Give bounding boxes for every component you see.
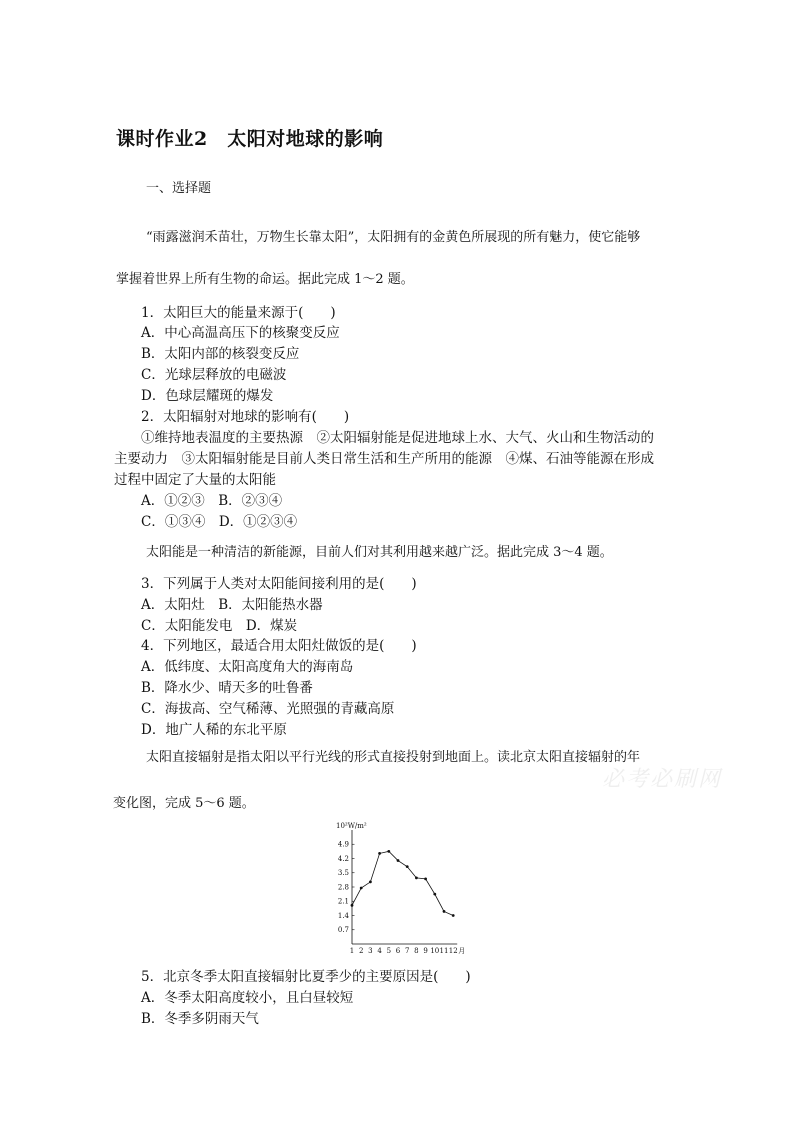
page-title: 课时作业2 太阳对地球的影响 <box>116 128 384 150</box>
question-5-option-a: A．冬季太阳高度较小，且白昼较短 <box>141 990 354 1006</box>
x-tick-label: 6 <box>395 947 401 955</box>
section-heading: 一、选择题 <box>146 181 212 196</box>
question-2-statement-line-3: 过程中固定了大量的太阳能 <box>114 472 276 488</box>
question-3-options-cd: C．太阳能发电 D．煤炭 <box>141 618 298 634</box>
series-line <box>352 851 453 915</box>
data-point <box>443 910 446 913</box>
question-2-statement-line-1: ①维持地表温度的主要热源 ②太阳辐射能是促进地球上水、大气、火山和生物活动的 <box>141 430 654 446</box>
question-3-stem: 3．下列属于人类对太阳能间接利用的是( ) <box>141 576 417 592</box>
data-point <box>406 865 409 868</box>
question-2-options-ab: A．①②③ B．②③④ <box>141 493 283 509</box>
y-tick-label: 4.9 <box>337 840 349 849</box>
x-tick-label: 8 <box>414 947 419 955</box>
data-point <box>360 887 363 890</box>
data-point <box>452 914 455 917</box>
question-4-option-b: B．降水少、晴天多的吐鲁番 <box>141 680 313 696</box>
watermark: 必考必刷网 <box>602 767 723 792</box>
question-2-stem: 2．太阳辐射对地球的影响有( ) <box>141 409 350 425</box>
x-tick-label: 11 <box>439 947 449 955</box>
y-tick-label: 2.1 <box>337 897 349 906</box>
chart-x-ticks <box>350 947 465 955</box>
solar-radiation-line-chart <box>332 816 492 964</box>
passage-1-line-2: 掌握着世界上所有生物的命运。据此完成 1～2 题。 <box>116 272 414 287</box>
question-1-option-b: B．太阳内部的核裂变反应 <box>141 346 300 362</box>
question-1-stem: 1．太阳巨大的能量来源于( ) <box>141 305 336 321</box>
data-point <box>351 904 354 907</box>
question-1-option-d: D．色球层耀斑的爆发 <box>141 388 274 404</box>
x-tick-label: 7 <box>404 947 410 955</box>
question-4-option-a: A．低纬度、太阳高度角大的海南岛 <box>141 659 354 675</box>
data-point <box>369 881 372 884</box>
data-point <box>387 850 390 853</box>
x-tick-label: 5 <box>386 947 392 955</box>
data-point <box>378 852 381 855</box>
data-point <box>397 859 400 862</box>
chart-axes <box>352 830 457 944</box>
question-2-statement-line-2: 主要动力 ③太阳辐射能是目前人类日常生活和生产所用的能源 ④煤、石油等能源在形成 <box>114 451 654 467</box>
question-4-stem: 4．下列地区，最适合用太阳灶做饭的是( ) <box>141 638 417 654</box>
data-point <box>433 893 436 896</box>
x-tick-label: 3 <box>368 947 373 955</box>
x-tick-label: 9 <box>423 947 428 955</box>
y-tick-label: 2.8 <box>337 883 349 892</box>
y-tick-label: 4.2 <box>337 854 349 863</box>
passage-3-line-1: 太阳直接辐射是指太阳以平行光线的形式直接投射到地面上。读北京太阳直接辐射的年 <box>146 750 641 765</box>
x-tick-label: 1 <box>349 947 355 955</box>
y-tick-label: 3.5 <box>337 869 349 878</box>
data-point <box>424 877 427 880</box>
question-4-option-d: D．地广人稀的东北平原 <box>141 722 287 738</box>
x-tick-label: 2 <box>358 947 364 955</box>
data-point <box>415 876 418 879</box>
x-tick-label: 4 <box>377 947 382 955</box>
question-4-option-c: C．海拔高、空气稀薄、光照强的青藏高原 <box>141 701 395 717</box>
question-2-options-cd: C．①③④ D．①②③④ <box>141 514 298 530</box>
question-5-option-b: B．冬季多阴雨天气 <box>141 1011 259 1027</box>
question-3-options-ab: A．太阳灶 B．太阳能热水器 <box>141 597 323 613</box>
y-tick-label: 0.7 <box>337 926 349 935</box>
passage-1-line-1: “雨露滋润禾苗壮，万物生长靠太阳”，太阳拥有的金黄色所展现的所有魅力，使它能够 <box>146 230 641 245</box>
passage-3-line-2: 变化图，完成 5～6 题。 <box>113 796 255 811</box>
chart-series <box>351 850 455 917</box>
question-5-stem: 5．北京冬季太阳直接辐射比夏季少的主要原因是( ) <box>141 969 471 985</box>
chart-y-axis-label: 10²W/m² <box>336 822 367 830</box>
question-1-option-a: A．中心高温高压下的核聚变反应 <box>141 325 340 341</box>
x-axis-label: 月 <box>458 947 466 955</box>
y-tick-label: 1.4 <box>337 911 349 920</box>
passage-2: 太阳能是一种清洁的新能源，目前人们对其利用越来越广泛。据此完成 3～4 题。 <box>146 545 613 560</box>
x-tick-label: 12 <box>448 947 458 955</box>
x-tick-label: 10 <box>430 947 440 955</box>
question-1-option-c: C．光球层释放的电磁波 <box>141 367 287 383</box>
